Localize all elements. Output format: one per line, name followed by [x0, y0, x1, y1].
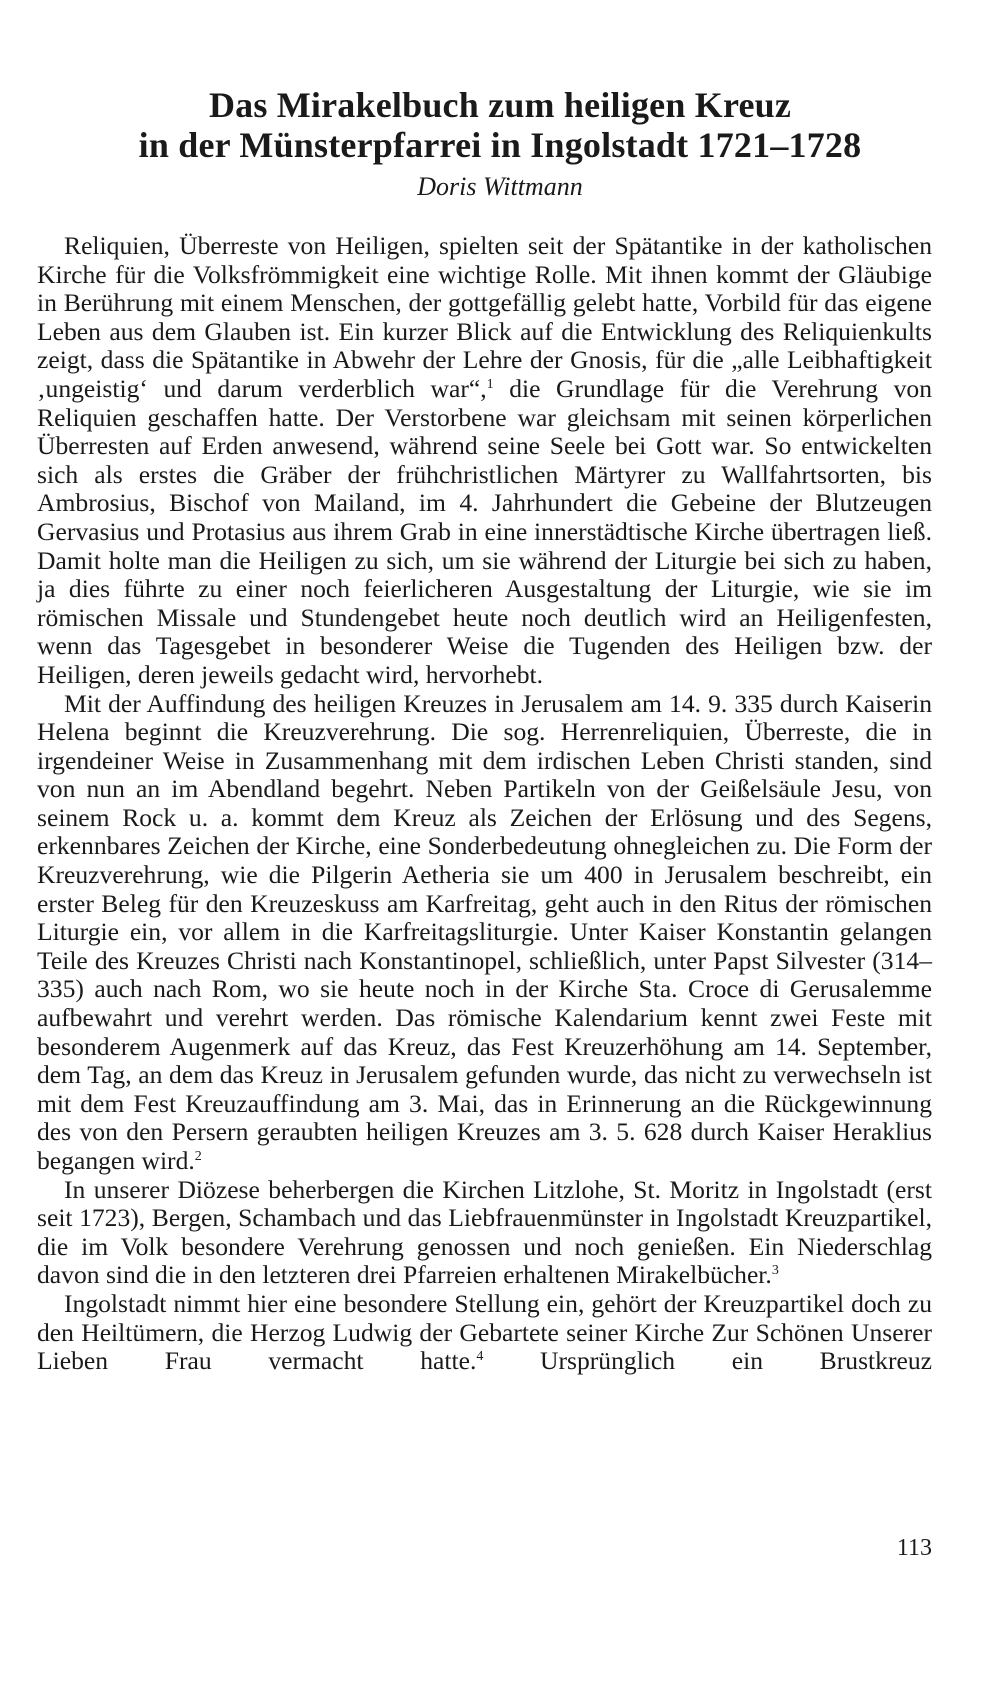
footnote-ref: 4: [476, 1349, 484, 1365]
paragraph-text: Ursprünglich ein Brustkreuz: [483, 1346, 932, 1376]
title-line-2: in der Münsterpfarrei in Ingolstadt 1721–1728: [138, 125, 862, 165]
paragraph-text: Ingolstadt nimmt hier eine besondere Stellung ein, gehört der Kreuzpartikel doch zu den Heiltümern, die Herzog Ludwig der Gebartete seiner Kirche Zur Schönen Unserer Lieben Frau vermacht hatte.: [37, 1288, 932, 1376]
page-number: 113: [896, 1535, 932, 1561]
paragraph-2: [37, 690, 932, 1176]
paragraph-3: [37, 1176, 932, 1290]
footnote-ref: 3: [771, 1263, 779, 1279]
footnote-ref: 2: [194, 1149, 202, 1164]
author-name: Doris Wittmann: [417, 172, 583, 201]
paragraph-text: In unserer Diözese beherbergen die Kirchen Litzlohe, St. Moritz in Ingolstadt (erst seit 1723), Bergen, Schambach und das Liebfrauenmünster in Ingolstadt Kreuzpartikel, die im Volk besondere Verehrung genossen und noch genießen. Ein Niederschlag davon sind die in den letzteren drei Pfarreien erhaltenen Mirakelbücher.: [37, 1174, 932, 1290]
footnote-ref: 1: [486, 376, 494, 392]
paragraph-1: [37, 232, 932, 690]
paragraph-text: Reliquien, Überreste von Heiligen, spielten seit der Spätantike in der katholischen Kirche für die Volksfrömmigkeit eine wichtige Rolle. Mit ihnen kommt der Gläubige in Berührung mit einem Menschen, der gottgefällig gelebt hatte, Vorbild für das eigene Leben aus dem Glauben ist. Ein kurzer Blick auf die Entwicklung des Reliquienkults zeigt, dass die Spätantike in Abwehr der Lehre der Gnosis, für die „alle Leibhaftigkeit ‚ungeistig‘ und darum verderblich war“,: [37, 231, 932, 403]
title-line-1: Das Mirakelbuch zum heiligen Kreuz: [208, 85, 792, 125]
article-body: [37, 232, 932, 1376]
paragraph-text: Mit der Auffindung des heiligen Kreuzes in Jerusalem am 14. 9. 335 durch Kaiserin Helena beginnt die Kreuzverehrung. Die sog. Herrenreliquien, Überreste, die in irgendeiner Weise in Zusammenhang mit dem irdischen Leben Christi standen, sind von nun an im Abendland begehrt. Neben Partikeln von der Geißelsäule Jesu, von seinem Rock u. a. kommt dem Kreuz als Zeichen der Erlösung und des Segens, erkennbares Zeichen der Kirche, eine Sonderbedeutung ohnegleichen zu. Die Form der Kreuzverehrung, wie die Pilgerin Aetheria sie um 400 in Jerusalem beschreibt, ein erster Beleg für den Kreuzeskuss am Karfreitag, geht auch in den Ritus der römischen Liturgie ein, vor allem in die Karfreitagsliturgie. Unter Kaiser Konstantin gelangen Teile des Kreuzes Christi nach Konstantinopel, schließlich, unter Papst Silvester (314–335) auch nach Rom, wo sie heute noch in der Kirche Sta. Croce di Gerusalemme aufbewahrt und verehrt werden. Das römische Kalendarium kennt zwei Feste mit besonderem Augenmerk auf das Kreuz, das Fest Kreuzerhöhung am 14. September, dem Tag, an dem das Kreuz in Jerusalem gefunden wurde, das nicht zu verwechseln ist mit dem Fest Kreuzauffindung am 3. Mai, das in Erinnerung an die Rückgewinnung des von den Persern geraubten heiligen Kreuzes am 3. 5. 628 durch Kaiser Heraklius begangen wird.: [37, 688, 932, 1175]
article-title: [0, 85, 1000, 165]
paragraph-4: [37, 1290, 932, 1376]
paragraph-text: die Grundlage für die Verehrung von Reliquien geschaffen hatte. Der Verstorbene war gleichsam mit seinen körperlichen Überresten auf Erden anwesend, während seine Seele bei Gott war. So entwickelten sich als erstes die Gräber der frühchristlichen Märtyrer zu Wallfahrtsorten, bis Ambrosius, Bischof von Mailand, im 4. Jahrhundert die Gebeine der Blutzeugen Gervasius und Protasius aus ihrem Grab in eine innerstädtische Kirche übertragen ließ. Damit holte man die Heiligen zu sich, um sie während der Liturgie bei sich zu haben, ja dies führte zu einer noch feierlicheren Ausgestaltung der Liturgie, wie sie im römischen Missale und Stundengebet heute noch deutlich wird an Heiligenfesten, wenn das Tagesgebet in besonderer Weise die Tugenden des Heiligen bzw. der Heiligen, deren jeweils gedacht wird, hervorhebt.: [37, 373, 932, 689]
